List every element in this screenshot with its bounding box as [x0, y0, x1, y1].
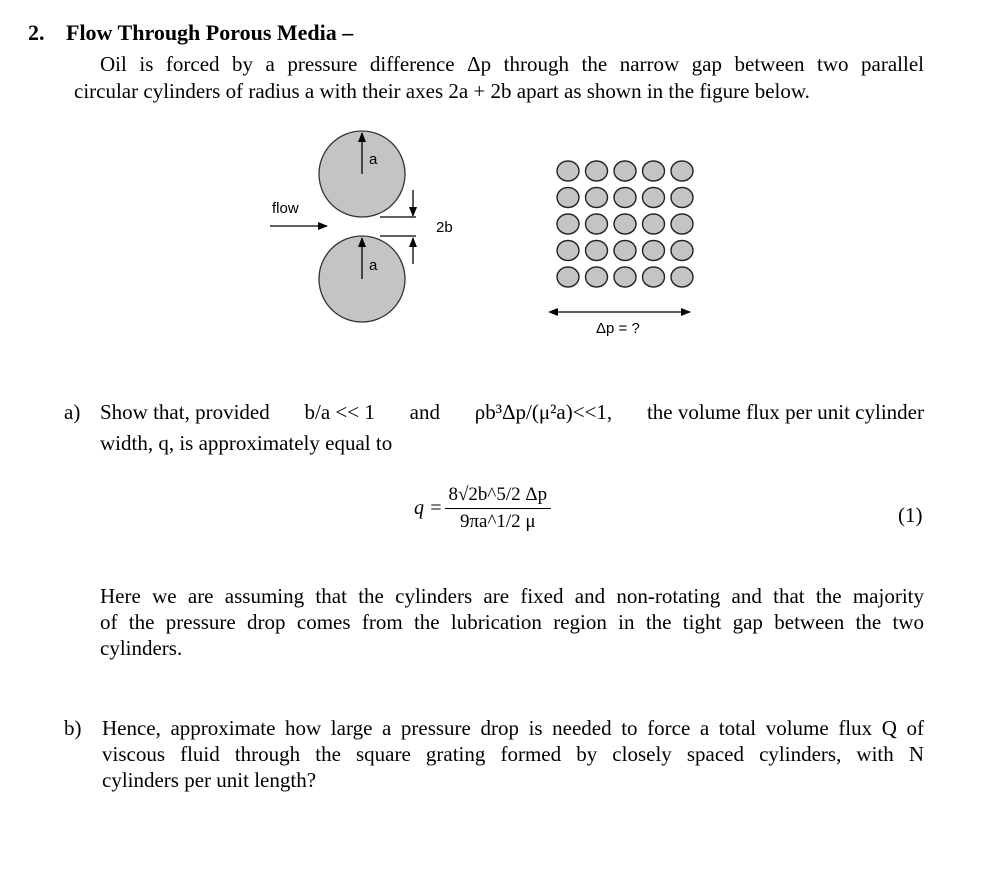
pressure-label: Δp = ? — [596, 320, 640, 337]
part-b-line-2: viscous fluid through the square grating formed by closely spaced cylinders, with N — [102, 742, 924, 766]
grating-cylinder — [557, 161, 579, 181]
problem-heading — [28, 20, 353, 46]
grating-cylinder — [614, 241, 636, 261]
part-b-label: b) — [64, 716, 82, 740]
grating-cylinder — [643, 241, 665, 261]
top-radius-label: a — [369, 151, 378, 168]
grating-cylinder — [557, 267, 579, 287]
part-a-line-1 — [100, 400, 924, 425]
equation-denominator: 9πa^1/2 μ — [459, 511, 536, 532]
gap-label: 2b — [436, 219, 453, 236]
grating-cylinder — [586, 241, 608, 261]
grating-cylinder — [643, 267, 665, 287]
grating-cylinder — [586, 161, 608, 181]
grating-cylinder — [586, 188, 608, 208]
grating-cylinder — [671, 267, 693, 287]
part-a-and: and — [409, 400, 440, 424]
cylinders-figure — [0, 120, 1007, 350]
grating-cylinder — [671, 161, 693, 181]
equation-lhs: q = — [414, 497, 443, 519]
grating-cylinder — [643, 161, 665, 181]
grating-cylinder — [614, 161, 636, 181]
grating-cylinder — [614, 214, 636, 234]
grating-cylinder — [557, 241, 579, 261]
note-line-2: of the pressure drop comes from the lubrication region in the tight gap between the two — [100, 610, 924, 634]
grating-cylinder — [614, 188, 636, 208]
part-a-text-end: the volume flux per unit cylinder — [646, 400, 924, 424]
flow-label: flow — [272, 200, 299, 217]
grating-cylinder — [643, 214, 665, 234]
cylinder-grating — [557, 161, 693, 287]
equation-fraction — [445, 484, 552, 533]
part-b-line-3: cylinders per unit length? — [102, 768, 317, 792]
note-line-1: Here we are assuming that the cylinders are fixed and non-rotating and that the majority — [100, 584, 924, 608]
note-line-3: cylinders. — [100, 636, 183, 660]
part-a-condition-1: b/a << 1 — [304, 400, 375, 424]
problem-title: Flow Through Porous Media – — [66, 20, 354, 45]
grating-cylinder — [557, 188, 579, 208]
equation-number: (1) — [898, 503, 923, 527]
part-a-line-2: width, q, is approximately equal to — [100, 431, 393, 455]
equation-1 — [414, 484, 551, 533]
grating-cylinder — [614, 267, 636, 287]
part-a-text-start: Show that, provided — [100, 400, 270, 424]
part-a-condition-2: ρb³Δp/(μ²a)<<1, — [474, 400, 613, 424]
grating-cylinder — [586, 267, 608, 287]
grating-cylinder — [671, 241, 693, 261]
grating-cylinder — [671, 214, 693, 234]
part-a-label: a) — [64, 400, 81, 424]
part-b-line-1: Hence, approximate how large a pressure drop is needed to force a total volume flux Q of — [102, 716, 924, 740]
grating-cylinder — [671, 188, 693, 208]
grating-cylinder — [586, 214, 608, 234]
problem-number: 2. — [28, 20, 45, 45]
bottom-radius-label: a — [369, 257, 378, 274]
intro-line-2: circular cylinders of radius a with their axes 2a + 2b apart as shown in the figure below. — [74, 79, 810, 103]
grating-cylinder — [557, 214, 579, 234]
grating-cylinder — [643, 188, 665, 208]
equation-numerator: 8√2b^5/2 Δp — [445, 484, 552, 509]
intro-line-1: Oil is forced by a pressure difference Δp through the narrow gap between two parallel — [100, 52, 924, 76]
